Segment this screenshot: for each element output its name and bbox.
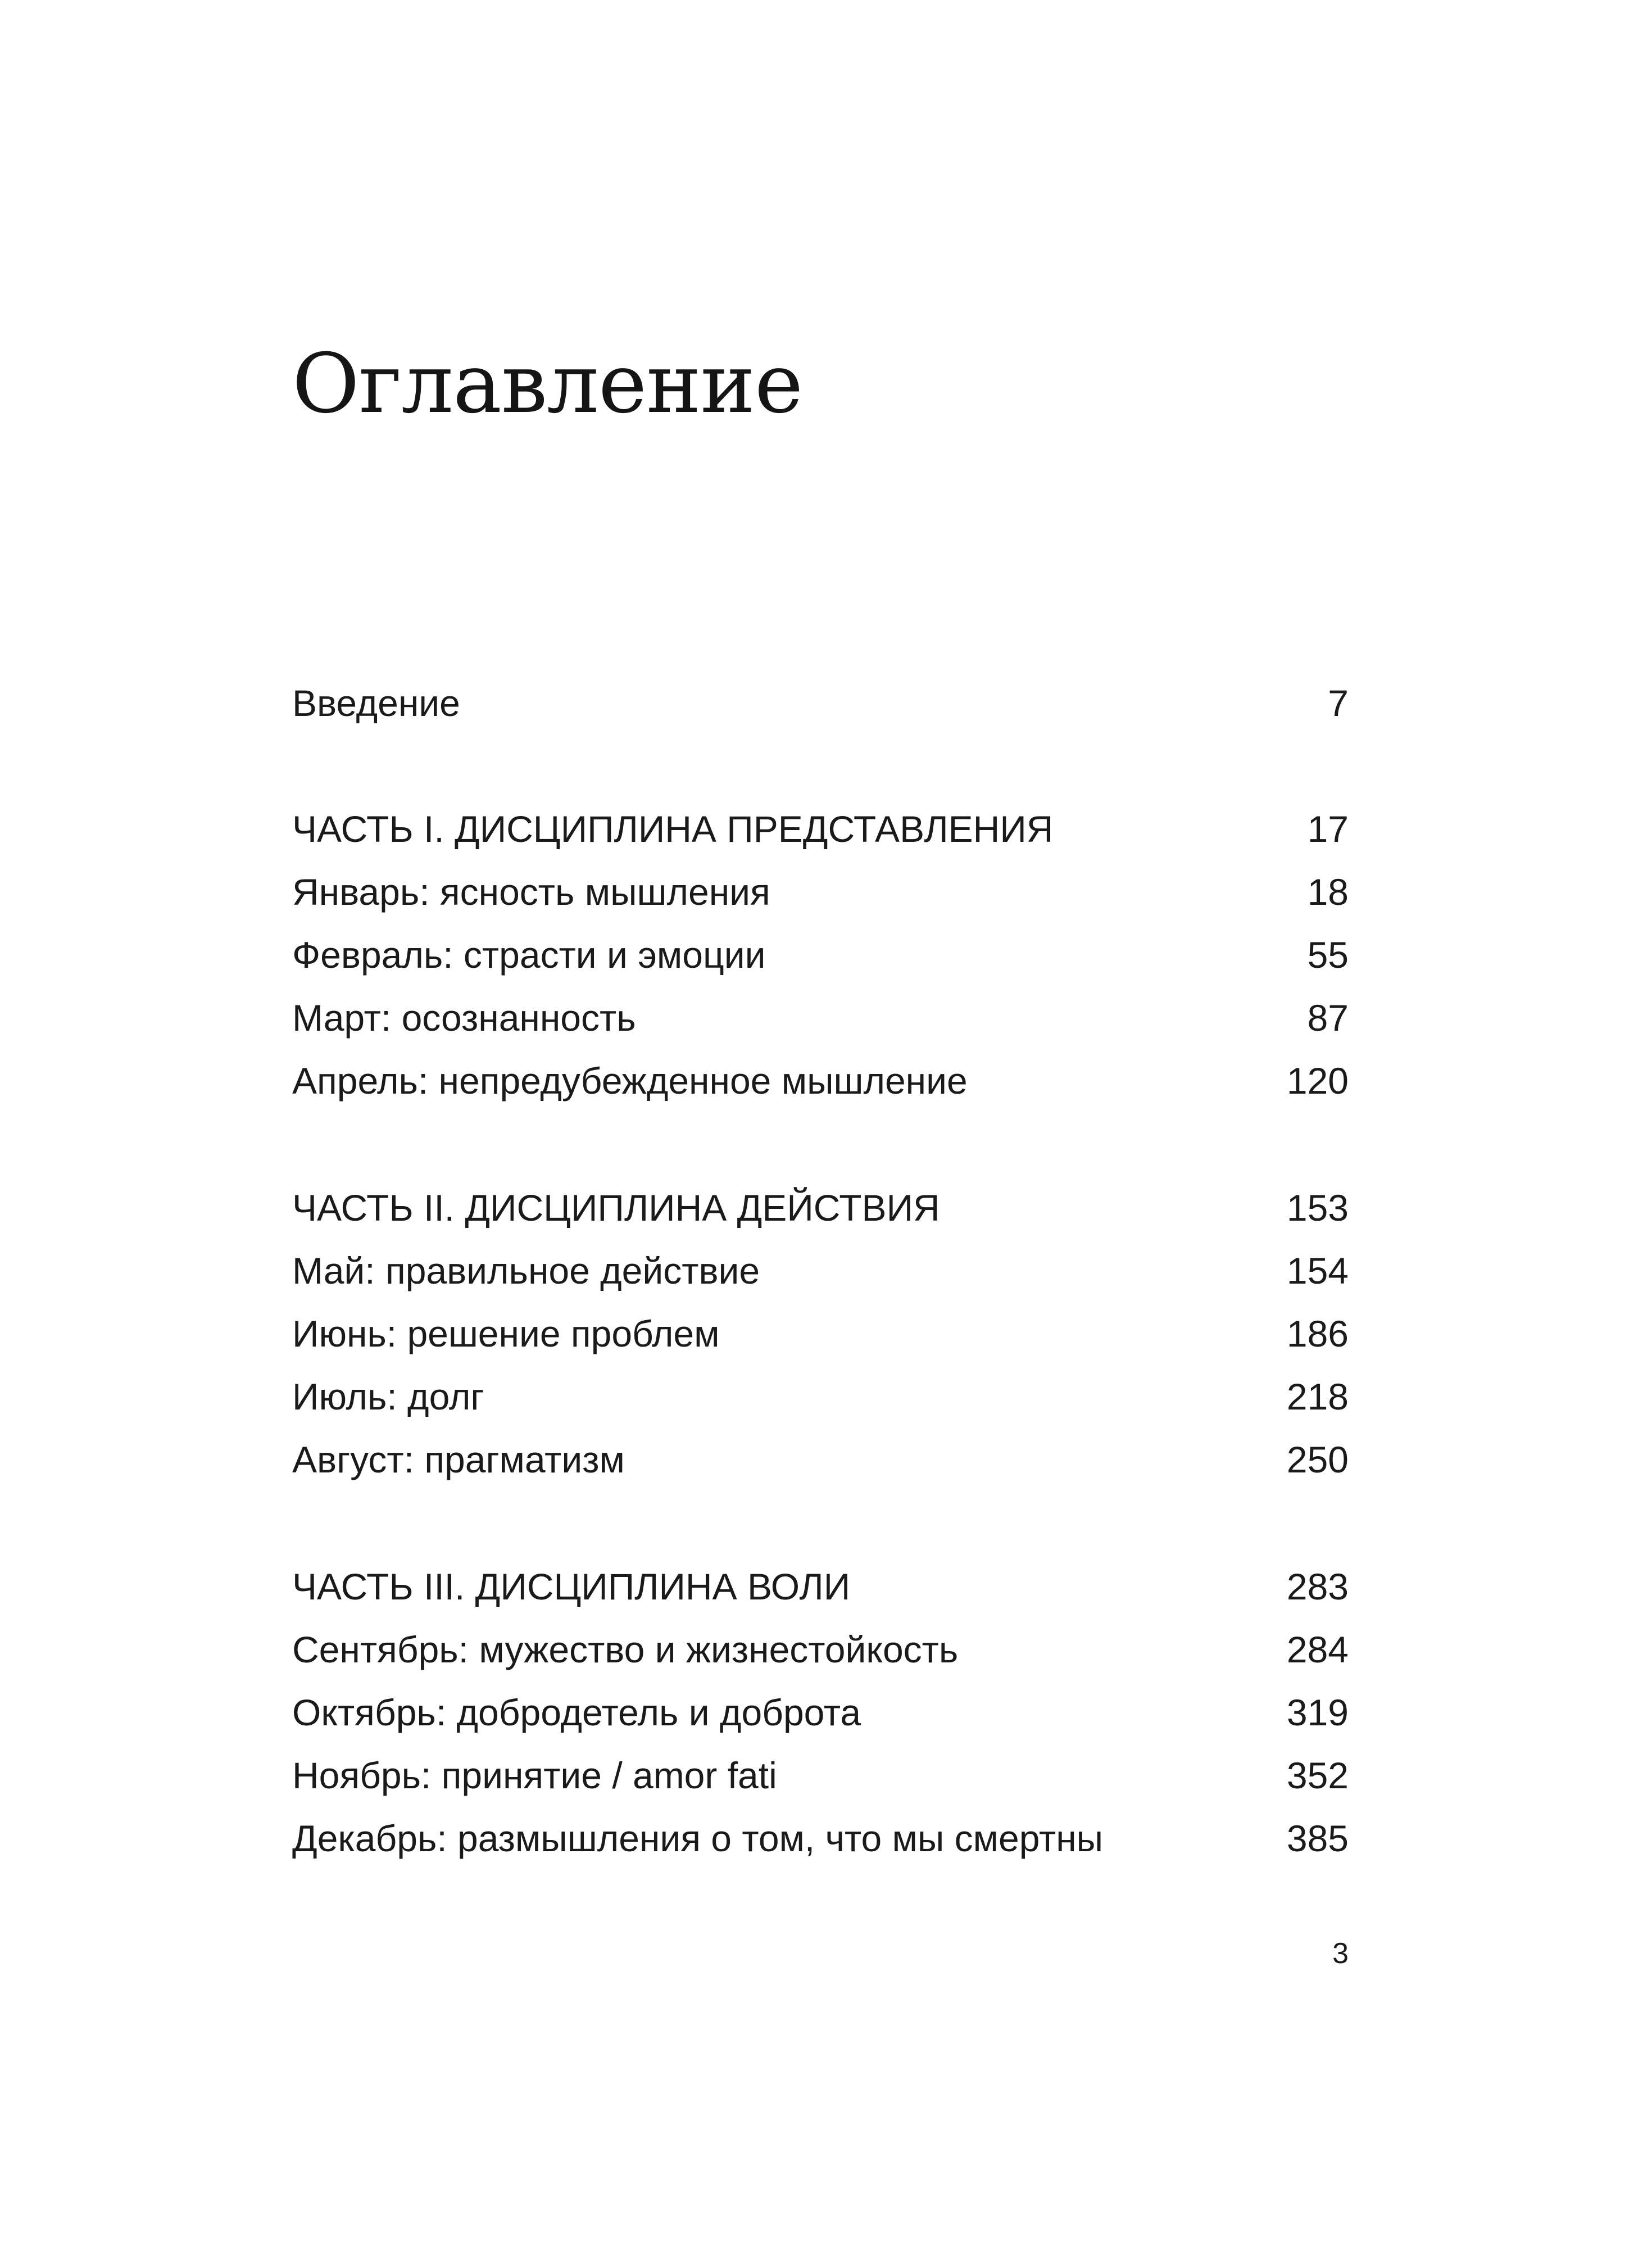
toc-chapter-page: 154 [1286,1250,1349,1291]
toc-part-page: 283 [1286,1566,1349,1607]
page-title: Оглавление [292,336,803,432]
toc-chapter-entry[interactable] [292,1618,1349,1681]
toc-part-label: ЧАСТЬ II. ДИСЦИПЛИНА ДЕЙСТВИЯ [292,1187,940,1229]
toc-chapter-page: 284 [1286,1629,1349,1670]
toc-entry-page: 7 [1328,682,1349,724]
toc-entry-intro[interactable] [292,672,1349,735]
toc-chapter-label: Ноябрь: принятие / amor fati [292,1755,777,1796]
toc-chapter-entry[interactable] [292,1681,1349,1744]
toc-chapter-entry[interactable] [292,1302,1349,1365]
toc-chapter-label: Декабрь: размышления о том, что мы смертны [292,1818,1104,1859]
toc-chapter-entry[interactable] [292,1239,1349,1302]
toc-chapter-label: Июнь: решение проблем [292,1313,720,1354]
toc-chapter-label: Сентябрь: мужество и жизнестойкость [292,1629,959,1670]
toc-chapter-entry[interactable] [292,1807,1349,1870]
toc-chapter-page: 18 [1307,871,1349,913]
toc-chapter-label: Апрель: непредубежденное мышление [292,1060,968,1102]
toc-chapter-label: Июль: долг [292,1376,484,1417]
page-number: 3 [1332,1937,1349,1970]
toc-chapter-entry[interactable] [292,923,1349,986]
toc-chapter-page: 87 [1307,997,1349,1039]
toc-chapter-entry[interactable] [292,1049,1349,1112]
toc-chapter-entry[interactable] [292,860,1349,923]
section-spacer [292,1112,1349,1176]
toc-chapter-page: 319 [1286,1692,1349,1733]
toc-chapter-label: Февраль: страсти и эмоции [292,934,766,976]
toc-chapter-page: 352 [1286,1755,1349,1796]
toc-chapter-page: 186 [1286,1313,1349,1354]
toc-part-heading[interactable] [292,1176,1349,1239]
toc-chapter-entry[interactable] [292,1365,1349,1428]
toc-part-page: 153 [1286,1187,1349,1229]
toc-part-label: ЧАСТЬ III. ДИСЦИПЛИНА ВОЛИ [292,1566,851,1607]
toc-entry-label: Введение [292,682,460,724]
toc-part-page: 17 [1307,808,1349,850]
toc-chapter-entry[interactable] [292,1744,1349,1807]
toc-chapter-entry[interactable] [292,986,1349,1049]
toc-chapter-label: Май: правильное действие [292,1250,760,1291]
toc-part-heading[interactable] [292,797,1349,860]
toc-chapter-label: Март: осознанность [292,997,636,1039]
toc-chapter-page: 250 [1286,1439,1349,1480]
toc-chapter-label: Январь: ясность мышления [292,871,770,913]
section-spacer [292,1491,1349,1555]
toc-chapter-entry[interactable] [292,1428,1349,1491]
toc-chapter-page: 120 [1286,1060,1349,1102]
toc-part-label: ЧАСТЬ I. ДИСЦИПЛИНА ПРЕДСТАВЛЕНИЯ [292,808,1054,850]
toc-chapter-page: 385 [1286,1818,1349,1859]
toc-chapter-label: Октябрь: добродетель и доброта [292,1692,861,1733]
table-of-contents [292,672,1349,1870]
toc-part-heading[interactable] [292,1555,1349,1618]
toc-chapter-label: Август: прагматизм [292,1439,625,1480]
toc-chapter-page: 55 [1307,934,1349,976]
toc-chapter-page: 218 [1286,1376,1349,1417]
